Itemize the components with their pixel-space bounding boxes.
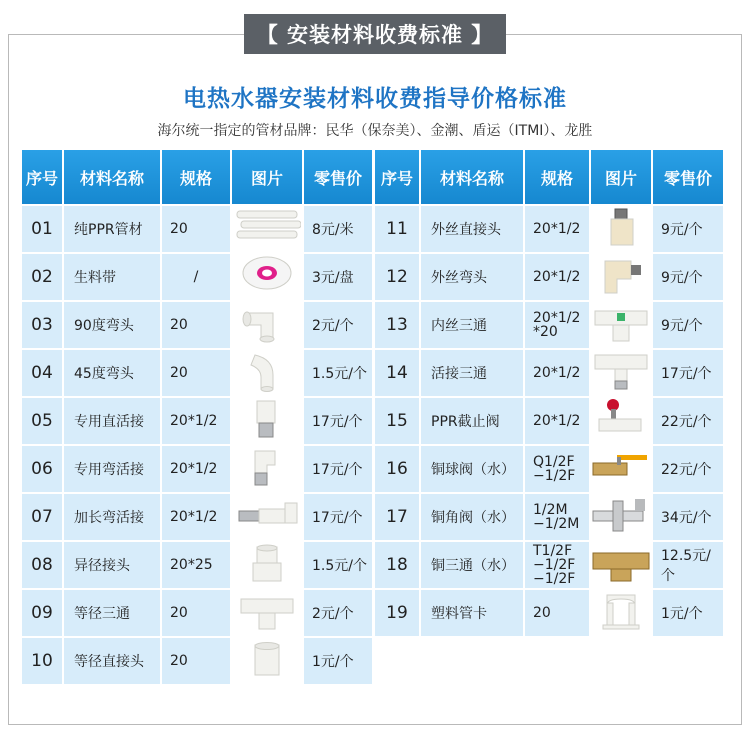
row-name: 90度弯头 [64, 302, 162, 348]
table-row [22, 398, 374, 444]
row-price: 34元/个 [653, 494, 725, 540]
row-name: 45度弯头 [64, 350, 162, 396]
table-row [22, 350, 374, 396]
row-price: 1元/个 [653, 590, 725, 636]
row-spec: 20 [162, 302, 232, 348]
row-price: 1.5元/个 [304, 542, 374, 588]
price-table-left [22, 150, 374, 684]
row-name: 等径直接头 [64, 638, 162, 684]
row-name: 纯PPR管材 [64, 206, 162, 252]
row-image [591, 302, 653, 348]
elbow-45-icon [233, 349, 301, 397]
row-no: 09 [22, 590, 64, 636]
pipe-clip-icon [587, 589, 655, 637]
row-no: 02 [22, 254, 64, 300]
row-name: 铜角阀（水） [421, 494, 525, 540]
row-no: 05 [22, 398, 64, 444]
table-row [22, 494, 374, 540]
row-spec: Q1/2F −1/2F [525, 446, 591, 492]
pipe-icon [233, 205, 301, 253]
price-table-right [375, 150, 725, 636]
table-row [22, 302, 374, 348]
row-image [232, 494, 304, 540]
row-spec: 20 [162, 590, 232, 636]
row-spec: 20*1/2 [162, 446, 232, 492]
row-spec: 20*25 [162, 542, 232, 588]
header-price: 零售价 [304, 150, 374, 204]
row-image [591, 350, 653, 396]
row-spec: 20 [525, 590, 591, 636]
row-price: 2元/个 [304, 590, 374, 636]
row-spec: 20*1/2 [525, 350, 591, 396]
header-no: 序号 [22, 150, 64, 204]
row-price: 1.5元/个 [304, 350, 374, 396]
table-row [375, 254, 725, 300]
header-name: 材料名称 [64, 150, 162, 204]
row-price: 2元/个 [304, 302, 374, 348]
row-spec: 20 [162, 350, 232, 396]
long-elbow-union-icon [233, 493, 301, 541]
row-name: 等径三通 [64, 590, 162, 636]
header-spec: 规格 [162, 150, 232, 204]
row-price: 22元/个 [653, 398, 725, 444]
row-price: 17元/个 [653, 350, 725, 396]
table-row [375, 398, 725, 444]
table-row [375, 206, 725, 252]
table-row [22, 590, 374, 636]
row-image [591, 542, 653, 588]
row-no: 15 [375, 398, 421, 444]
row-image [591, 494, 653, 540]
row-price: 17元/个 [304, 398, 374, 444]
row-name: 专用弯活接 [64, 446, 162, 492]
reducer-icon [233, 541, 301, 589]
row-price: 22元/个 [653, 446, 725, 492]
row-no: 19 [375, 590, 421, 636]
row-price: 9元/个 [653, 206, 725, 252]
row-no: 12 [375, 254, 421, 300]
table-row [22, 446, 374, 492]
row-no: 08 [22, 542, 64, 588]
row-no: 03 [22, 302, 64, 348]
header-no: 序号 [375, 150, 421, 204]
row-name: 塑料管卡 [421, 590, 525, 636]
row-image [591, 206, 653, 252]
row-name: 异径接头 [64, 542, 162, 588]
row-no: 04 [22, 350, 64, 396]
row-price: 17元/个 [304, 494, 374, 540]
brand-subtitle: 海尔统一指定的管材品牌：民华（保奈美）、金潮、盾运（ITMI）、龙胜 [157, 123, 593, 139]
row-no: 07 [22, 494, 64, 540]
row-name: 生料带 [64, 254, 162, 300]
row-no: 01 [22, 206, 64, 252]
row-price: 12.5元/个 [653, 542, 725, 588]
row-price: 3元/盘 [304, 254, 374, 300]
row-image [591, 590, 653, 636]
row-name: 铜球阀（水） [421, 446, 525, 492]
row-spec: 20 [162, 638, 232, 684]
row-name: 内丝三通 [421, 302, 525, 348]
row-spec: 1/2M −1/2M [525, 494, 591, 540]
row-spec: 20 [162, 206, 232, 252]
row-image [232, 590, 304, 636]
header-name: 材料名称 [421, 150, 525, 204]
row-price: 17元/个 [304, 446, 374, 492]
straight-union-icon [233, 397, 301, 445]
row-no: 06 [22, 446, 64, 492]
row-image [232, 302, 304, 348]
male-coupling-icon [587, 205, 655, 253]
row-spec: 20*1/2 [525, 254, 591, 300]
row-name: PPR截止阀 [421, 398, 525, 444]
table-row [375, 494, 725, 540]
female-tee-icon [587, 301, 655, 349]
table-row [375, 542, 725, 588]
row-image [232, 446, 304, 492]
coupling-icon [233, 637, 301, 685]
angle-valve-icon [587, 493, 655, 541]
header-spec: 规格 [525, 150, 591, 204]
row-name: 加长弯活接 [64, 494, 162, 540]
union-tee-icon [587, 349, 655, 397]
elbow-union-icon [233, 445, 301, 493]
table-row [375, 350, 725, 396]
row-image [591, 398, 653, 444]
tape-icon [233, 253, 301, 301]
row-no: 14 [375, 350, 421, 396]
header-image: 图片 [591, 150, 653, 204]
row-image [232, 542, 304, 588]
row-image [232, 206, 304, 252]
row-image [232, 638, 304, 684]
row-image [232, 254, 304, 300]
ball-valve-icon [587, 445, 655, 493]
row-spec: 20*1/2 *20 [525, 302, 591, 348]
row-image [232, 398, 304, 444]
row-no: 11 [375, 206, 421, 252]
male-elbow-icon [587, 253, 655, 301]
table-row [22, 254, 374, 300]
row-name: 外丝直接头 [421, 206, 525, 252]
table-row [375, 590, 725, 636]
row-no: 16 [375, 446, 421, 492]
row-name: 铜三通（水） [421, 542, 525, 588]
row-no: 17 [375, 494, 421, 540]
brass-tee-icon [587, 541, 655, 589]
row-spec: 20*1/2 [162, 494, 232, 540]
row-image [591, 446, 653, 492]
table-row [22, 638, 374, 684]
row-spec: / [162, 254, 232, 300]
table-header [375, 150, 725, 204]
table-row [375, 446, 725, 492]
row-price: 9元/个 [653, 302, 725, 348]
row-no: 18 [375, 542, 421, 588]
row-name: 活接三通 [421, 350, 525, 396]
row-price: 8元/米 [304, 206, 374, 252]
row-spec: T1/2F −1/2F −1/2F [525, 542, 591, 588]
row-spec: 20*1/2 [162, 398, 232, 444]
table-row [22, 542, 374, 588]
row-spec: 20*1/2 [525, 398, 591, 444]
stop-valve-icon [587, 397, 655, 445]
row-price: 1元/个 [304, 638, 374, 684]
page-title: 电热水器安装材料收费指导价格标准 [183, 86, 567, 112]
row-name: 外丝弯头 [421, 254, 525, 300]
section-banner: 【 安装材料收费标准 】 [244, 14, 506, 54]
table-header [22, 150, 374, 204]
row-image [591, 254, 653, 300]
row-name: 专用直活接 [64, 398, 162, 444]
table-row [22, 206, 374, 252]
elbow-90-icon [233, 301, 301, 349]
header-price: 零售价 [653, 150, 725, 204]
row-spec: 20*1/2 [525, 206, 591, 252]
header-image: 图片 [232, 150, 304, 204]
row-no: 10 [22, 638, 64, 684]
tee-icon [233, 589, 301, 637]
row-price: 9元/个 [653, 254, 725, 300]
row-image [232, 350, 304, 396]
row-no: 13 [375, 302, 421, 348]
table-row [375, 302, 725, 348]
